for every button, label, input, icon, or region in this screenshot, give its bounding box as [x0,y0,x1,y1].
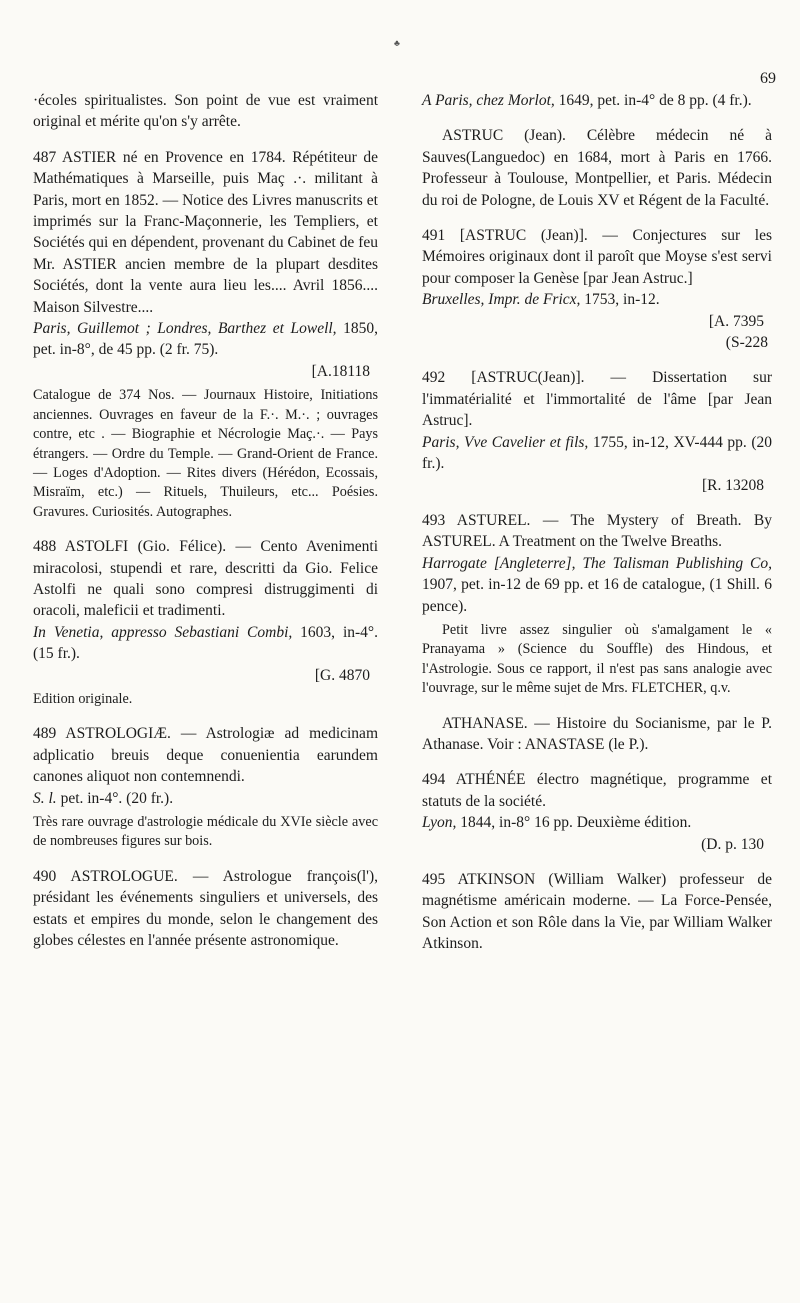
entry-490-imprint-tail: 1649, pet. in-4° de 8 pp. (4 fr.). [558,92,752,109]
right-column [422,90,772,955]
entry-492-imprint-line [422,432,772,475]
entry-488-shelfmark: [G. 4870 [314,666,370,684]
entry-487-imprint-tail: 1850, pet. in-8°, de 45 pp. (2 fr. 75). [33,320,378,359]
entry-493 [422,510,772,699]
entry-487-shelfmark: [A.18118 [311,362,370,380]
entry-493-imprint-tail: 1907, pet. in-12 de 69 pp. et 16 de catalogue, (1 Shill. 6 pence). [422,576,772,615]
entry-493-imprint: Harrogate [Angleterre], The Talisman Publishing Co, [422,554,772,572]
entry-493-note: Petit livre assez singulier où s'amalgament le « Pranayama » (Science du Souffle) des Hindous, et l'Astrologie. Sous ce rapport, il n'est pas sans analogie avec l'ouvrage, sur le même sujet de Mrs. FLETCHER, q.v. [422,621,772,697]
entry-492-imprint: Paris, Vve Cavelier et fils, [422,433,589,451]
entry-494 [422,769,772,855]
entry-494-shelfmark: (D. p. 130 [701,835,764,853]
entry-494-head: 494 ATHÉNÉE électro magnétique, programme et statuts de la société. [422,771,772,810]
entry-488-imprint: In Venetia, appresso Sebastiani Combi, [33,623,293,641]
entry-490-imprint-line [422,90,772,111]
entry-491 [422,225,772,353]
entry-487-note: Catalogue de 374 Nos. — Journaux Histoire, Initiations anciennes. Ouvrages en faveur de la F.·. M.·. ; ouvrages contre, etc . — Biographie et Nécrologie Maç.·. — Pays étrangers. — Ordre du Temple. — Grand-Orient de France. — Loges d'Adoption. — Rites divers (Hérédon, Ecossais, Misraïm, etc.) — Rituels, Thuileurs, etc... Poésies. Gravures. Curiosités. Autographes. [33,387,378,520]
entry-489-note: Très rare ouvrage d'astrologie médicale du XVIe siècle avec de nombreuses figures sur bois. [33,814,378,850]
entry-493-imprint-line [422,553,772,617]
ornament-mark: ♣ [394,38,400,48]
entry-489-head: 489 ASTROLOGIÆ. — Astrologiæ ad medicinam adplicatio breuis deque conuenientia earundem canones aliquot non contemnendi. [33,725,378,786]
entry-athanase [422,713,772,756]
entry-487-head: 487 ASTIER né en Provence en 1784. Répétiteur de Mathématiques à Marseille, puis Maç .·. militant à Paris, mort en 1852. — Notice des Livres manuscrits et imprimés sur la Franc-Maçonnerie, les Templiers, et Sociétés qui en dépendent, provenant du Cabinet de feu Mr. ASTIER ancien membre de la plupart desdites Sociétés, dont la vente aura lieu les.... Avril 1856.... Maison Silvestre.... [33,148,378,316]
entry-492-head: 492 [ASTRUC(Jean)]. — Dissertation sur l'immatérialité et l'immortalité de l'âme [par Jean Astruc]. [422,369,772,430]
entry-492-imprint-tail: 1755, in-12, XV-444 pp. (20 fr.). [422,433,772,473]
entry-488-note: Edition originale. [33,690,133,707]
entry-487-imprint: Paris, Guillemot ; Londres, Barthez et Lowell, [33,320,337,338]
entry-488-imprint-tail: 1603, in-4°. (15 fr.). [33,623,378,663]
entry-487-imprint-line [33,318,378,361]
entry-494-imprint: Lyon, [422,814,457,832]
entry-489-imprint-line [33,788,378,809]
entry-488-head: 488 ASTOLFI (Gio. Félice). — Cento Avenimenti miracolosi, stupendi et rare, descritti da Gio. Felice Astolfi ne quali sono compresi distruggimenti di oracoli, maleficii et tradimenti. [33,538,378,620]
entry-490 [33,866,378,952]
entry-492 [422,367,772,495]
entry-491-shelfmark: [A. 7395 [708,312,764,330]
page-number: 69 [760,70,776,87]
entry-491-imprint: Bruxelles, Impr. de Fricx, [422,291,581,309]
entry-487 [33,147,378,522]
intro-text: ·écoles spiritualistes. Son point de vue est vraiment original et mérite qu'on s'y arrête. [33,92,378,131]
entry-490-head: 490 ASTROLOGUE. — Astrologue françois(l'), présidant les événements singuliers et universels, des estats et empires du monde, selon le changement des globes célestes en l'année présente astronomique. [33,867,378,950]
entry-489 [33,723,378,851]
entry-488-imprint-line [33,622,378,665]
entry-astruc-bio [422,125,772,211]
entry-488 [33,536,378,709]
entry-491-imprint-tail: 1753, in-12. [584,291,660,309]
entry-492-shelfmark: [R. 13208 [702,476,764,494]
entry-491-head: 491 [ASTRUC (Jean)]. — Conjectures sur les Mémoires originaux dont il paroît que Moyse s'est servi pour composer la Genèse [par Jean Astruc.] [422,227,772,287]
athanase-text: ATHANASE. — Histoire du Socianisme, par le P. Athanase. Voir : ANASTASE (le P.). [422,714,772,753]
entry-495 [422,869,772,955]
entry-494-imprint-line [422,812,772,833]
entry-493-head: 493 ASTUREL. — The Mystery of Breath. By ASTUREL. A Treatment on the Twelve Breaths. [422,511,772,551]
astruc-bio-text: ASTRUC (Jean). Célèbre médecin né à Sauves(Languedoc) en 1684, mort à Paris en 1766. Professeur à Toulouse, Montpellier, et Paris. Médecin du roi de Pologne, de Louis XV et Régent de la Faculté. [422,127,772,209]
entry-489-imprint: S. l. [33,789,57,807]
entry-491-shelfmark-secondary: (S-228 [725,334,768,352]
left-column [33,90,378,951]
entry-491-imprint-line [422,289,772,310]
entry-494-imprint-tail: 1844, in-8° 16 pp. Deuxième édition. [460,814,692,832]
entry-490-imprint: A Paris, chez Morlot, [422,92,555,109]
entry-489-imprint-tail: pet. in-4°. (20 fr.). [60,789,174,807]
entry-495-head: 495 ATKINSON (William Walker) professeur de magnétisme américain moderne. — La Force-Pensée, Son Action et son Rôle dans la Vie, par William Walker Atkinson. [422,871,772,953]
entry-490-continued [422,90,772,111]
